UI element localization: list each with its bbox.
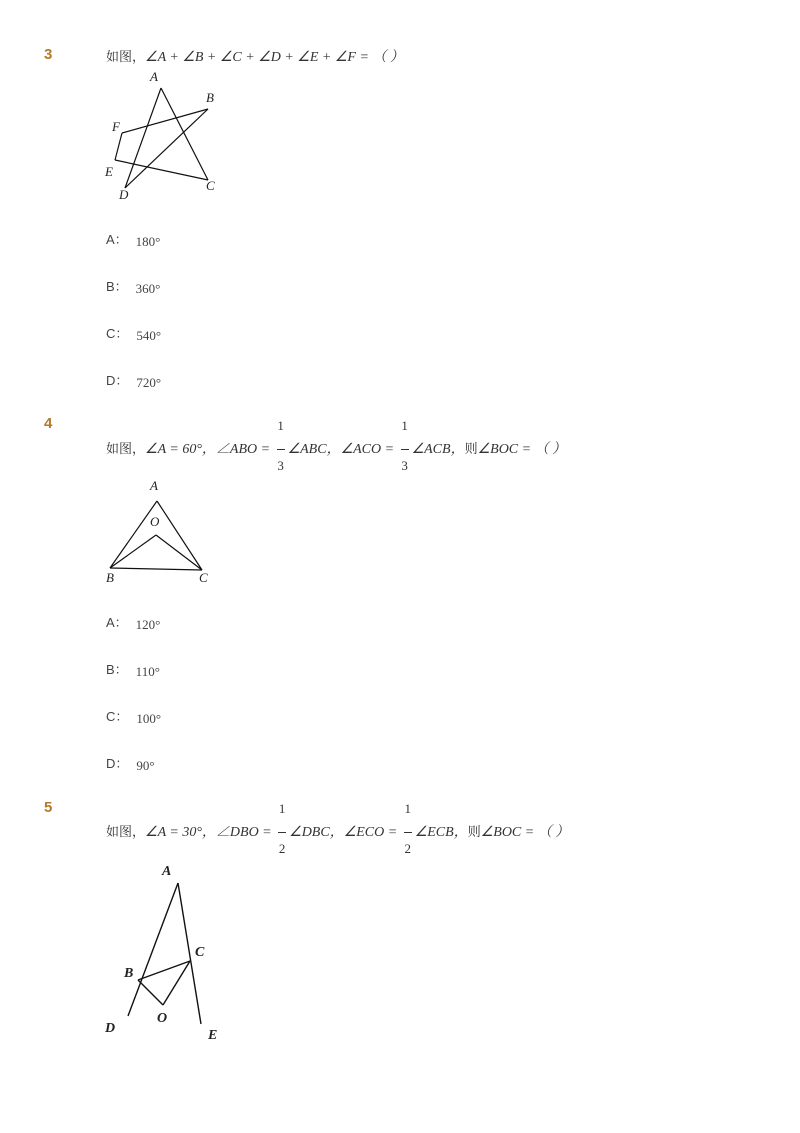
question-number: 4 — [44, 415, 53, 432]
question-number: 5 — [44, 799, 53, 816]
option-d[interactable]: D： 90° — [106, 756, 155, 773]
question-stem — [106, 418, 567, 473]
fraction: $\frac{1}{3}$ — [277, 418, 284, 473]
question-stem — [106, 801, 570, 856]
label-e: E — [105, 164, 113, 179]
label-c: C — [195, 945, 205, 960]
fraction: $\frac{1}{2}$ — [278, 801, 286, 856]
stem-part: 则 — [467, 825, 481, 840]
option-c[interactable]: C： 100° — [106, 709, 162, 726]
label-b: B — [124, 966, 134, 981]
fraction: $\frac{1}{3}$ — [401, 418, 408, 473]
label-d: D — [105, 1021, 116, 1036]
option-d[interactable]: D： 720° — [106, 373, 162, 390]
stem-prefix: 如图， — [106, 50, 146, 65]
figure-q4 — [104, 476, 224, 591]
label-c: C — [199, 570, 208, 585]
stem-part: ∠ABC，∠ACO = — [287, 442, 395, 457]
option-b[interactable]: B： 360° — [106, 279, 161, 296]
stem-part: ∠ACB， — [411, 442, 465, 457]
label-a: A — [150, 69, 158, 84]
stem-expression: ∠A + ∠B + ∠C + ∠D + ∠E + ∠F = （ ） — [145, 50, 404, 65]
label-b: B — [206, 90, 214, 105]
stem-prefix: 如图， — [106, 825, 146, 840]
figure-q3 — [100, 66, 230, 206]
stem-part: ∠ECB， — [414, 825, 468, 840]
stem-part: ∠A = 30°，∠DBO = — [145, 825, 272, 840]
label-o: O — [157, 1011, 168, 1026]
label-b: B — [106, 570, 114, 585]
option-a[interactable]: A： 180° — [106, 232, 161, 249]
option-b[interactable]: B： 110° — [106, 662, 160, 679]
stem-part: ∠DBC，∠ECO = — [289, 825, 398, 840]
stem-part: ∠BOC = （ ） — [480, 825, 570, 840]
label-e: E — [208, 1028, 218, 1043]
label-a: A — [162, 864, 172, 879]
stem-part: ∠A = 60°，∠ABO = — [145, 442, 271, 457]
figure-q5 — [100, 858, 230, 1048]
label-f: F — [112, 119, 120, 134]
question-stem — [106, 46, 404, 66]
option-a[interactable]: A： 120° — [106, 615, 161, 632]
label-d: D — [119, 187, 129, 202]
option-c[interactable]: C： 540° — [106, 326, 162, 343]
stem-prefix: 如图， — [106, 442, 146, 457]
stem-part: ∠BOC = （ ） — [477, 442, 567, 457]
label-a: A — [150, 478, 158, 493]
fraction: $\frac{1}{2}$ — [404, 801, 411, 856]
label-c: C — [206, 178, 215, 193]
question-number: 3 — [44, 46, 53, 63]
stem-part: 则 — [464, 442, 478, 457]
label-o: O — [150, 514, 160, 529]
